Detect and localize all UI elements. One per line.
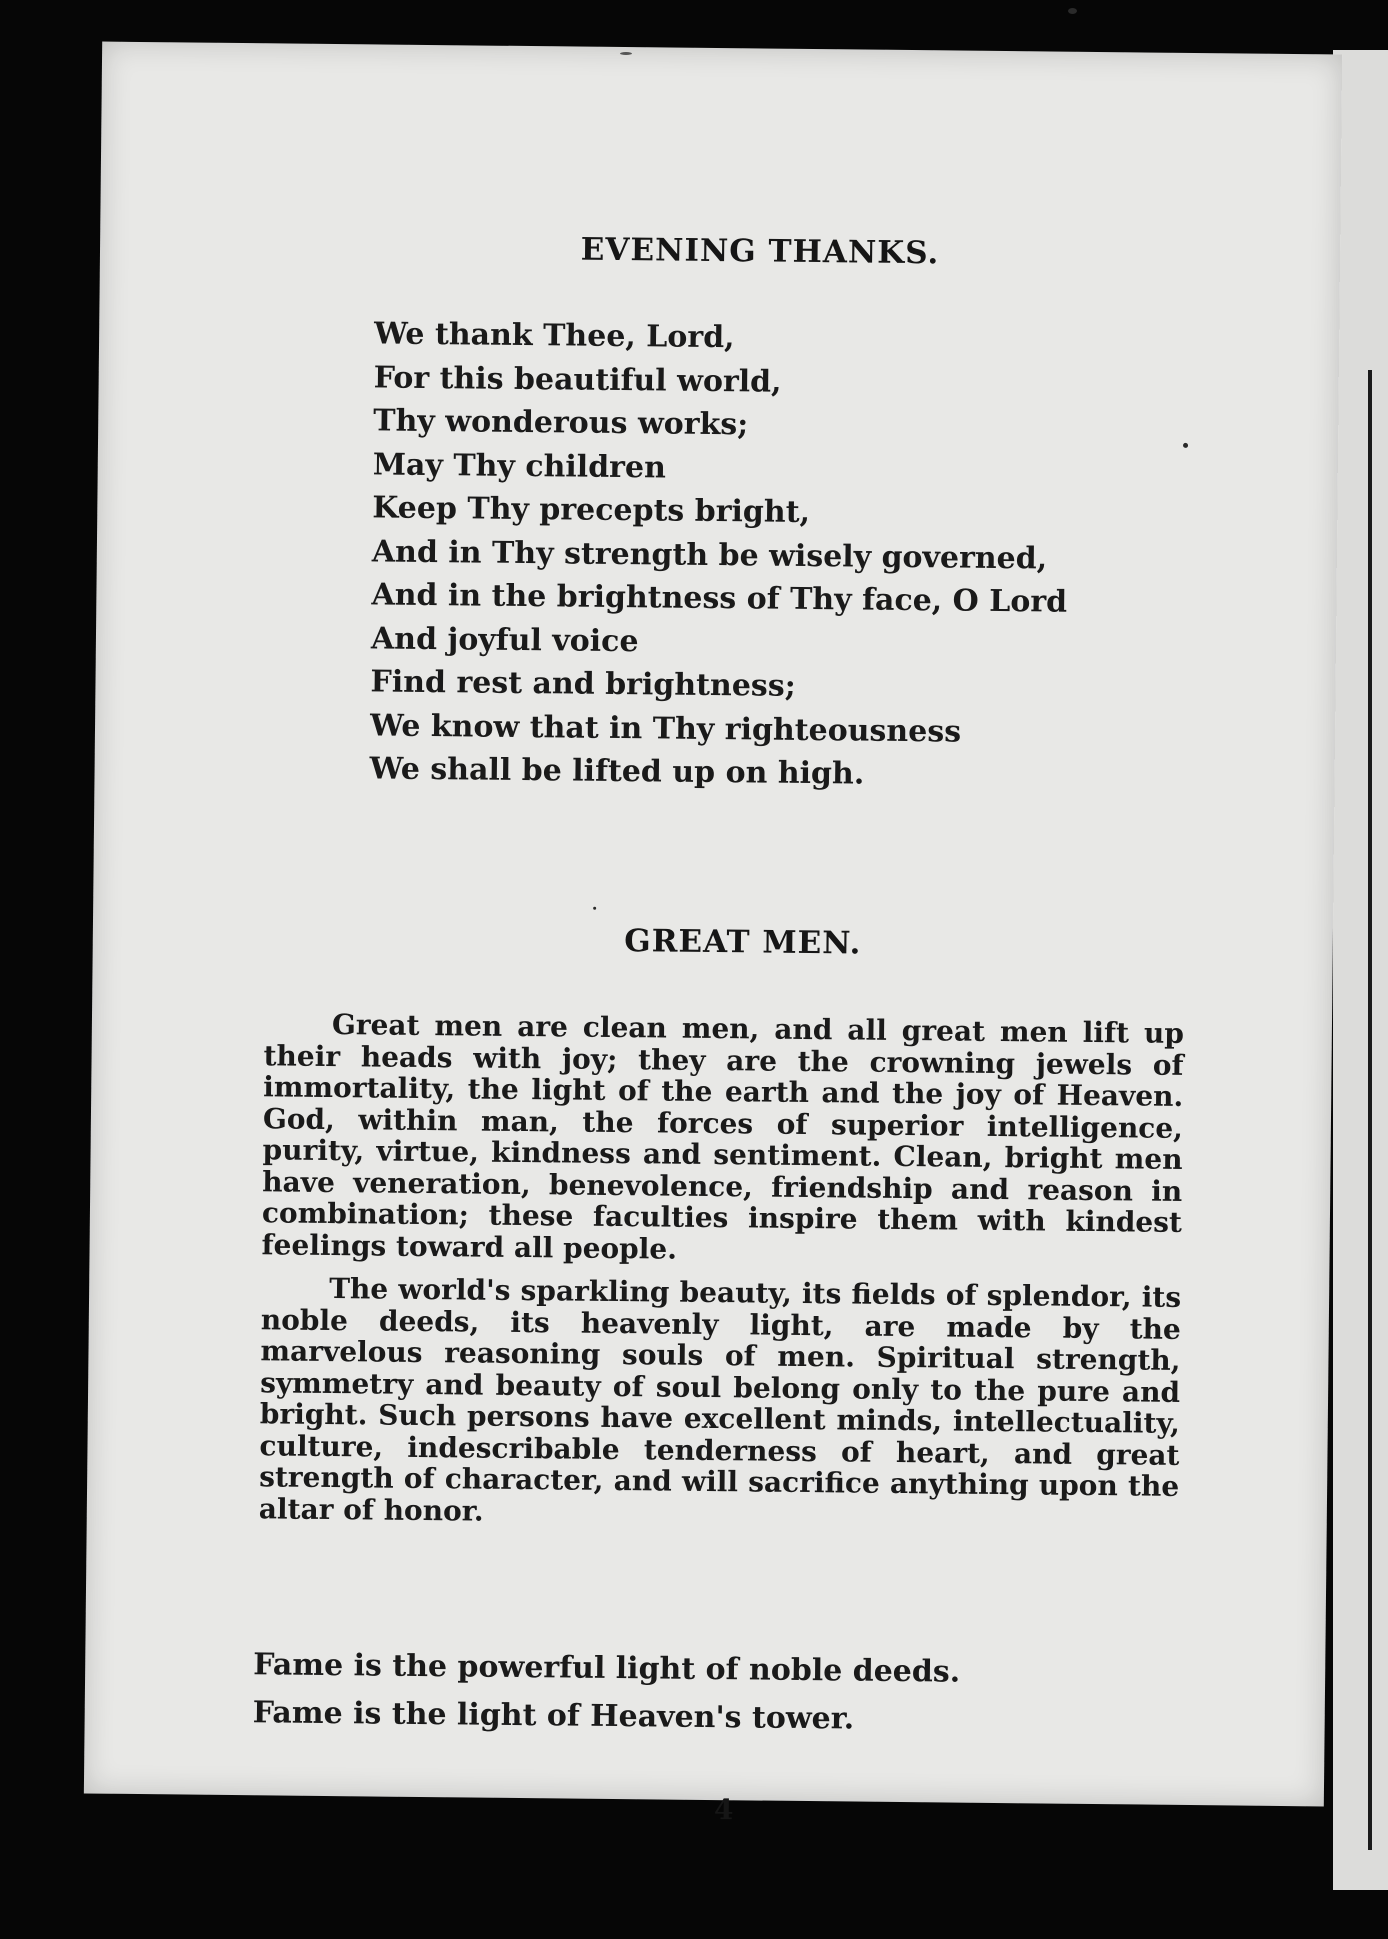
- poem-line: Find rest and brightness;: [370, 664, 796, 704]
- poem-line: Thy wonderous works;: [373, 403, 749, 443]
- page-number: 4: [713, 1793, 734, 1827]
- evening-thanks-title: EVENING THANKS.: [580, 231, 940, 272]
- paragraph: The world's sparkling beauty, its fields of splendor, its noble deeds, its heavenly light, are made by the marvelous reasoning souls of men. Spiritual strength, symmetry and beauty of soul belong only to the pure and bright. Such persons have excellent minds, intellectuality, culture, indescribable tenderness of heart, and great strength of character, and will sacrifice anything upon the altar of honor.: [258, 1272, 1182, 1528]
- scan-speck: [593, 907, 596, 910]
- great-men-title: GREAT MEN.: [624, 923, 862, 962]
- poem-line: And joyful voice: [370, 620, 639, 659]
- binding-edge-line: [1368, 370, 1372, 1850]
- poem-line: We know that in Thy righteousness: [369, 707, 962, 750]
- book-page: [84, 42, 1342, 1827]
- poem-line: We shall be lifted up on high.: [369, 751, 865, 792]
- saying-line: Fame is the powerful light of noble deeds.: [253, 1647, 961, 1690]
- poem-line: Keep Thy precepts bright,: [372, 490, 811, 530]
- poem-line: May Thy children: [372, 446, 667, 485]
- poem-line: For this beautiful world,: [373, 359, 782, 400]
- great-men-sayings: [252, 1641, 960, 1744]
- scan-speck: [620, 52, 632, 55]
- scan-speck: [1068, 8, 1077, 14]
- paragraph: Great men are clean men, and all great men lift up their heads with joy; they are the crowning jewels of immortality, the light of the earth and the joy of Heaven. God, within man, the forces of superior intelligence, purity, virtue, kindness and sentiment. Clean, bright men have veneration, benevolence, friendship and reason in combination; these faculties inspire them with kindest feelings toward all people.: [261, 1008, 1185, 1266]
- great-men-body: [259, 1008, 1184, 1546]
- poem-line: And in the brightness of Thy face, O Lord: [371, 577, 1068, 620]
- poem-line: We thank Thee, Lord,: [373, 316, 735, 356]
- evening-thanks-poem: [369, 312, 1070, 798]
- poem-line: And in Thy strength be wisely governed,: [371, 533, 1048, 576]
- page-content: [84, 42, 1342, 1827]
- scan-speck: [1183, 443, 1188, 448]
- facing-page-edge: [1333, 50, 1388, 1890]
- saying-line: Fame is the light of Heaven's tower.: [252, 1695, 855, 1737]
